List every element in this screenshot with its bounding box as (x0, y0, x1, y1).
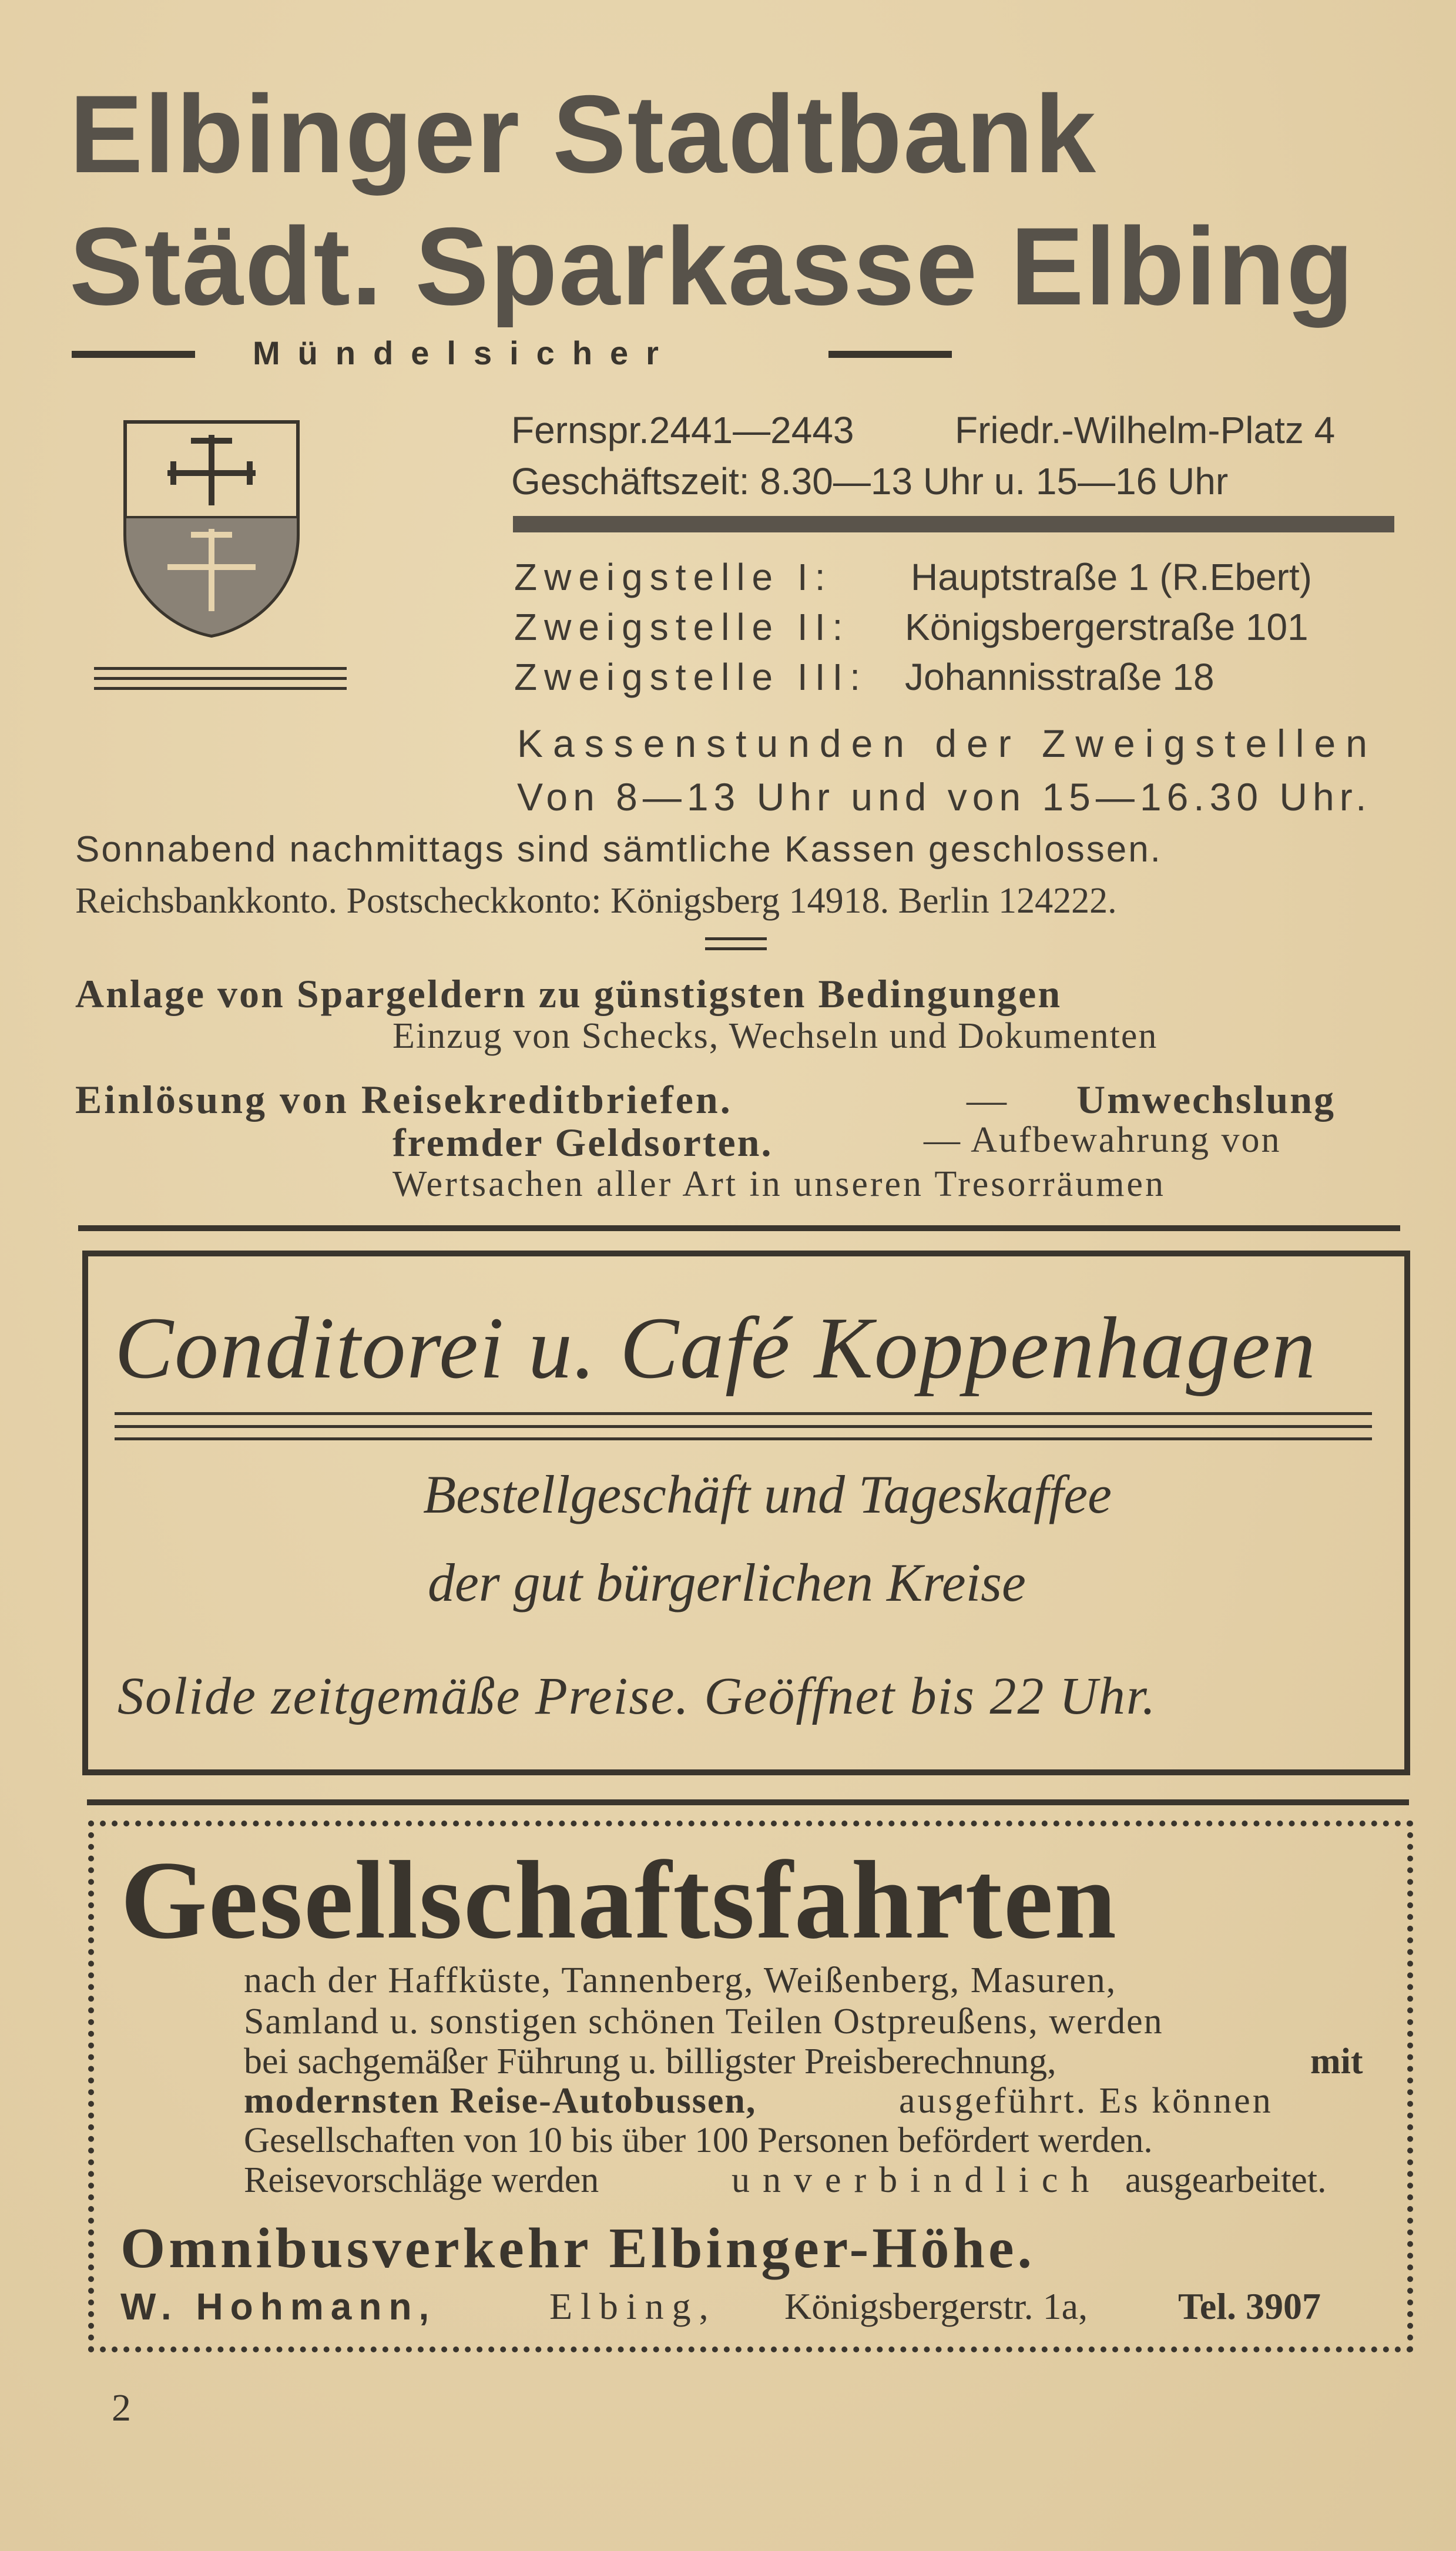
divider (115, 1412, 1372, 1415)
divider (705, 947, 767, 950)
bus-line6-b: ausgearbeitet. (1125, 2160, 1327, 2200)
divider (94, 667, 347, 670)
divider (115, 1425, 1372, 1428)
bank-subtitle: Mündelsicher (253, 334, 676, 371)
branch-address-1: Hauptstraße 1 (R.Ebert) (911, 556, 1312, 598)
service2-heading-a: Einlösung von Reisekreditbriefen. (75, 1077, 733, 1122)
branch-address-2: Königsbergerstraße 101 (905, 606, 1309, 648)
bus-line6-spaced: unverbindlich (732, 2160, 1102, 2200)
bus-line6-a: Reisevorschläge werden (244, 2160, 599, 2200)
bank-accounts: Reichsbankkonto. Postscheckkonto: Königsberg 14918. Berlin 124222. (75, 881, 1117, 921)
service2-heading-c: fremder Geldsorten. (392, 1120, 773, 1165)
cafe-line3: Solide zeitgemäße Preise. Geöffnet bis 22 Uhr. (118, 1667, 1157, 1725)
bank-phone: Fernspr.2441—2443 (511, 409, 854, 451)
divider (87, 1799, 1409, 1805)
bus-line3: bei sachgemäßer Führung u. billigster Preisberechnung, (244, 2042, 1056, 2081)
service1-heading: Anlage von Spargeldern zu günstigsten Bedingungen (75, 971, 1062, 1016)
bank-title-line1: Elbinger Stadtbank (69, 72, 1098, 196)
branch-label-2: Zweigstelle II: (514, 606, 850, 648)
bus-owner: W. Hohmann, (120, 2285, 437, 2328)
branch-hours-line2: Von 8—13 Uhr und von 15—16.30 Uhr. (517, 775, 1372, 819)
bus-title: Gesellschaftsfahrten (120, 1839, 1118, 1962)
branch-label-3: Zweigstelle III: (514, 656, 868, 698)
bus-address: Königsbergerstr. 1a, (784, 2285, 1088, 2327)
bus-phone: Tel. 3907 (1178, 2285, 1321, 2327)
cafe-line2: der gut bürgerlichen Kreise (428, 1553, 1026, 1613)
saturday-notice: Sonnabend nachmittags sind sämtliche Kassen geschlossen. (75, 829, 1162, 870)
service2-heading-b: Umwechslung (1076, 1077, 1336, 1122)
page-number: 2 (112, 2386, 131, 2429)
service2-dash: — (967, 1077, 1007, 1122)
divider (94, 687, 347, 690)
divider (72, 351, 195, 358)
divider (94, 677, 347, 680)
service2-text-b: Wertsachen aller Art in unseren Tresorräumen (392, 1164, 1166, 1204)
service2-text-a: — Aufbewahrung von (924, 1120, 1281, 1160)
divider (705, 937, 767, 940)
service1-text: Einzug von Schecks, Wechseln und Dokumenten (392, 1016, 1158, 1056)
branch-address-3: Johannisstraße 18 (905, 656, 1215, 698)
divider (78, 1225, 1400, 1231)
cafe-title: Conditorei u. Café Koppenhagen (115, 1299, 1317, 1397)
bus-city: Elbing, (549, 2285, 717, 2327)
bank-address: Friedr.-Wilhelm-Platz 4 (955, 409, 1336, 451)
bus-line1: nach der Haffküste, Tannenberg, Weißenberg, Masuren, (244, 1960, 1117, 2000)
bus-line4-bold: modernsten Reise-Autobussen, (244, 2081, 757, 2121)
bus-company: Omnibusverkehr Elbinger-Höhe. (120, 2217, 1036, 2280)
branch-label-1: Zweigstelle I: (514, 556, 833, 598)
bank-hours: Geschäftszeit: 8.30—13 Uhr u. 15—16 Uhr (511, 460, 1229, 502)
branch-hours-line1: Kassenstunden der Zweigstellen (517, 722, 1377, 765)
divider-bar (513, 516, 1394, 532)
cafe-line1: Bestellgeschäft und Tageskaffee (423, 1464, 1112, 1524)
divider (828, 351, 952, 358)
coat-of-arms-icon (120, 417, 303, 641)
bus-line5: Gesellschaften von 10 bis über 100 Personen befördert werden. (244, 2121, 1153, 2160)
divider (115, 1437, 1372, 1440)
bus-line3-bold: mit (1310, 2042, 1363, 2081)
bus-line2: Samland u. sonstigen schönen Teilen Ostpreußens, werden (244, 2002, 1163, 2042)
bank-title-line2: Städt. Sparkasse Elbing (69, 205, 1355, 328)
bus-line4-text: ausgeführt. Es können (899, 2081, 1273, 2121)
